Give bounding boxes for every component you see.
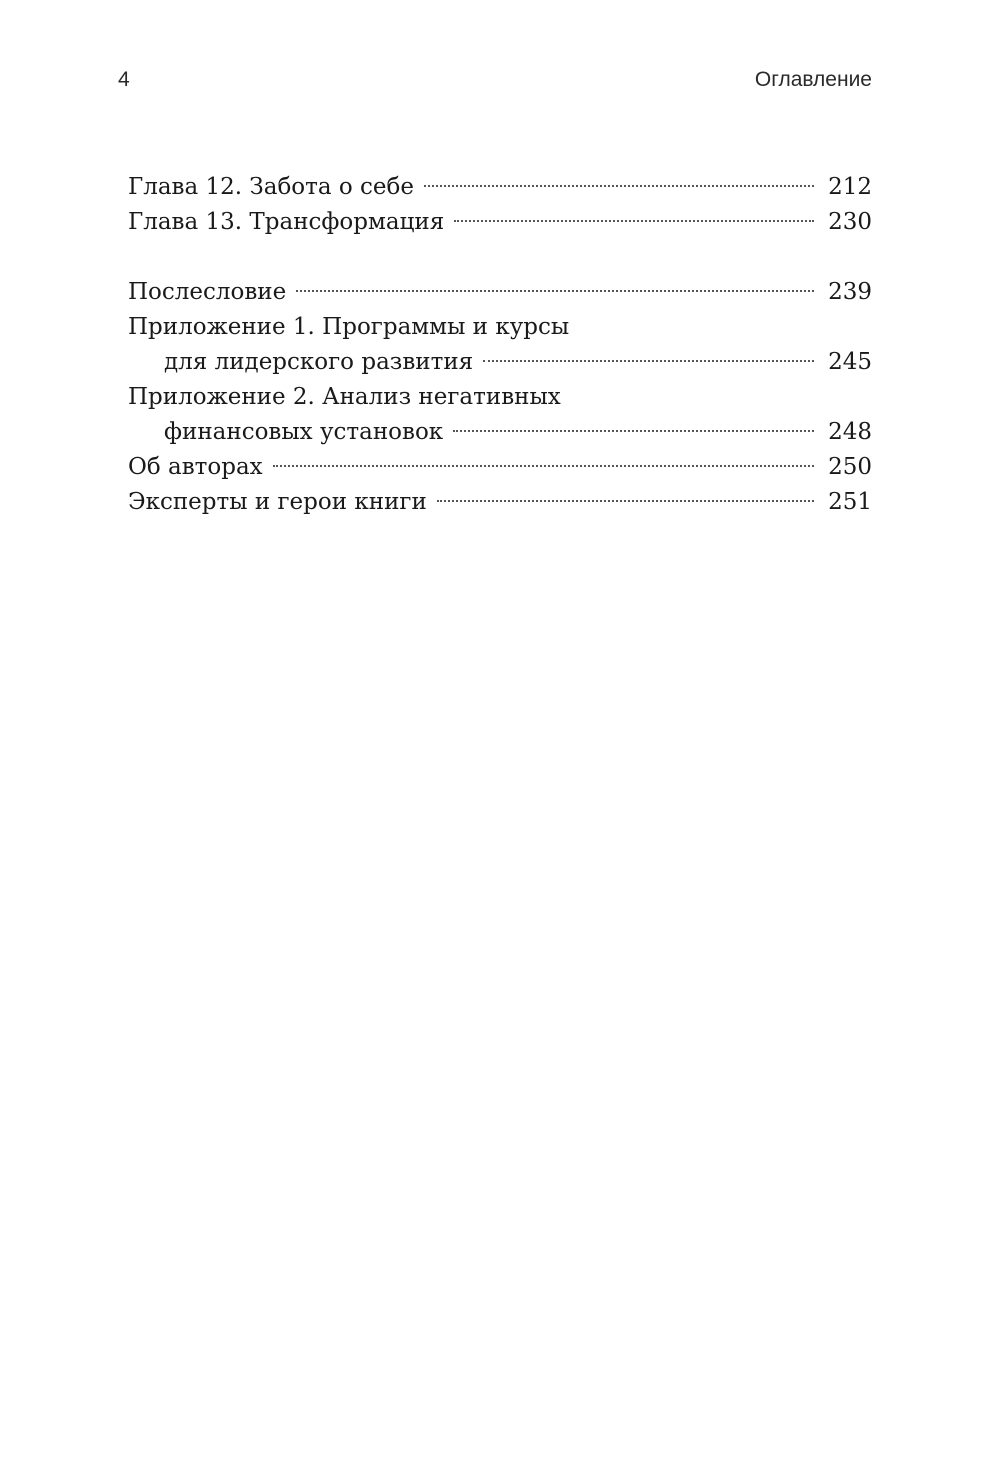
toc-entry-page: 250: [828, 454, 872, 480]
toc-entry-chapter-13[interactable]: [128, 205, 872, 240]
toc-entry-title: Приложение 1. Программы и курсы: [128, 314, 570, 340]
toc-entry-afterword[interactable]: [128, 275, 872, 310]
dot-leader: [453, 430, 814, 432]
toc-entry-page: 230: [828, 209, 872, 235]
toc-entry-title-continuation: [128, 345, 872, 380]
page-number: 4: [118, 68, 130, 91]
toc-entry-title: для лидерского развития: [164, 349, 474, 375]
toc-entry-title-line: [128, 380, 872, 415]
toc-entry-page: 212: [828, 174, 872, 200]
dot-leader: [483, 360, 814, 362]
toc-group-chapters: [128, 170, 872, 240]
dot-leader: [296, 290, 814, 292]
toc-entry-title: Послесловие: [128, 279, 287, 305]
toc-entry-page: 245: [828, 349, 872, 375]
dot-leader: [454, 220, 814, 222]
dot-leader: [273, 465, 814, 467]
toc-entry-title: Эксперты и герои книги: [128, 489, 427, 515]
running-title: Оглавление: [754, 68, 872, 91]
toc-entry-title: Глава 12. Забота о себе: [128, 174, 415, 200]
toc-entry-appendix-1[interactable]: [128, 310, 872, 380]
toc-entry-page: 239: [828, 279, 872, 305]
toc-entry-title: Об авторах: [128, 454, 263, 480]
toc-entry-about-authors[interactable]: [128, 450, 872, 485]
toc-entry-chapter-12[interactable]: [128, 170, 872, 205]
toc-group-back-matter: [128, 275, 872, 520]
toc-entry-appendix-2[interactable]: [128, 380, 872, 450]
toc-entry-title-line: [128, 310, 872, 345]
toc-entry-page: 248: [828, 419, 872, 445]
toc-entry-page: 251: [828, 489, 872, 515]
toc-entry-title-continuation: [128, 415, 872, 450]
running-header: [118, 68, 872, 102]
table-of-contents: [128, 170, 872, 520]
toc-entry-title: Приложение 2. Анализ негативных: [128, 384, 561, 410]
toc-entry-title: финансовых установок: [164, 419, 444, 445]
dot-leader: [437, 500, 814, 502]
dot-leader: [424, 185, 814, 187]
toc-entry-title: Глава 13. Трансформация: [128, 209, 445, 235]
toc-entry-experts-heroes[interactable]: [128, 485, 872, 520]
